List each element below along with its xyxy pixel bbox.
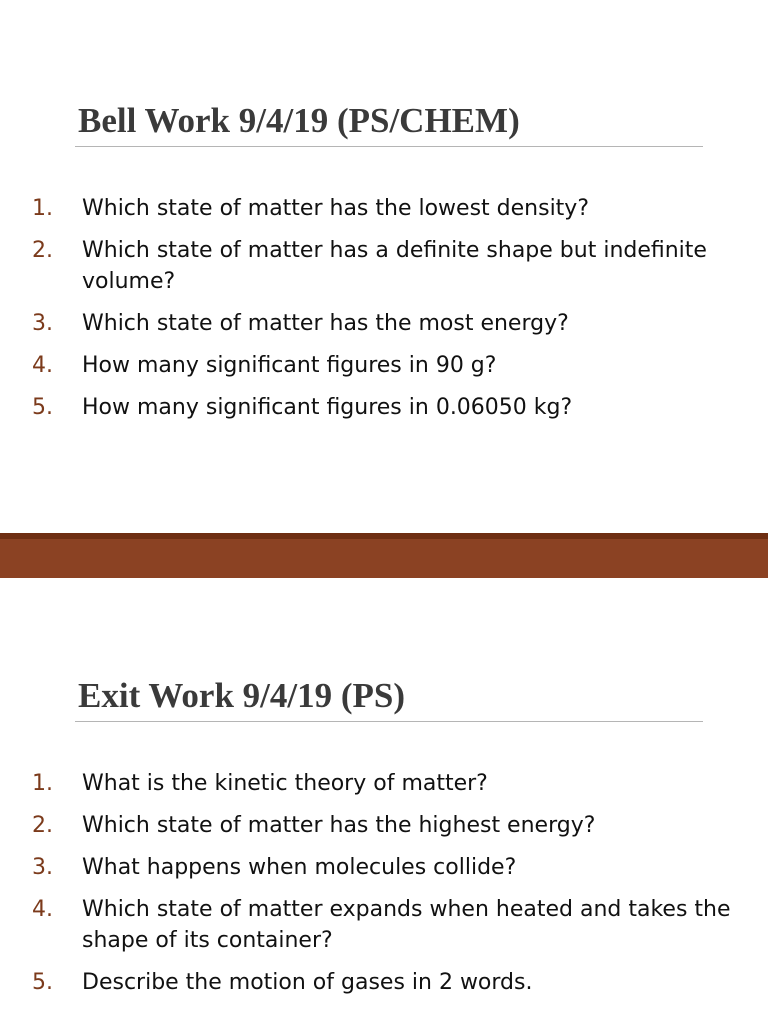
item-number: 2. <box>32 238 53 263</box>
item-text: How many significant figures in 90 g? <box>82 353 497 378</box>
item-number: 4. <box>32 353 53 378</box>
list-item <box>0 308 768 339</box>
slide-title: Bell Work 9/4/19 (PS/CHEM) <box>78 101 520 140</box>
item-text: Which state of matter has a definite shape but indefinite volume? <box>82 238 707 294</box>
list-item <box>0 967 768 998</box>
slide-separator-band <box>0 533 768 578</box>
item-number: 2. <box>32 813 53 838</box>
item-text: What is the kinetic theory of matter? <box>82 771 488 796</box>
item-number: 3. <box>32 855 53 880</box>
list-item <box>0 852 768 883</box>
slide-title: Exit Work 9/4/19 (PS) <box>78 676 406 715</box>
item-text: Which state of matter has the highest energy? <box>82 813 596 838</box>
list-item <box>0 235 768 297</box>
item-text: Which state of matter has the most energy? <box>82 311 569 336</box>
list-item <box>0 392 768 423</box>
item-text: How many significant figures in 0.06050 kg? <box>82 395 573 420</box>
item-text: Describe the motion of gases in 2 words. <box>82 970 533 995</box>
item-number: 1. <box>32 771 53 796</box>
item-number: 1. <box>32 196 53 221</box>
question-list <box>0 768 768 1009</box>
item-text: What happens when molecules collide? <box>82 855 517 880</box>
title-divider <box>75 146 703 147</box>
slide-separator-edge <box>0 533 768 539</box>
list-item <box>0 810 768 841</box>
list-item <box>0 193 768 224</box>
question-list <box>0 193 768 434</box>
item-number: 5. <box>32 970 53 995</box>
slide-exit-work <box>0 578 768 1024</box>
item-text: Which state of matter expands when heated and takes the shape of its container? <box>82 897 731 953</box>
item-number: 4. <box>32 897 53 922</box>
item-number: 5. <box>32 395 53 420</box>
list-item <box>0 894 768 956</box>
list-item <box>0 350 768 381</box>
title-divider <box>75 721 703 722</box>
item-number: 3. <box>32 311 53 336</box>
list-item <box>0 768 768 799</box>
item-text: Which state of matter has the lowest density? <box>82 196 589 221</box>
